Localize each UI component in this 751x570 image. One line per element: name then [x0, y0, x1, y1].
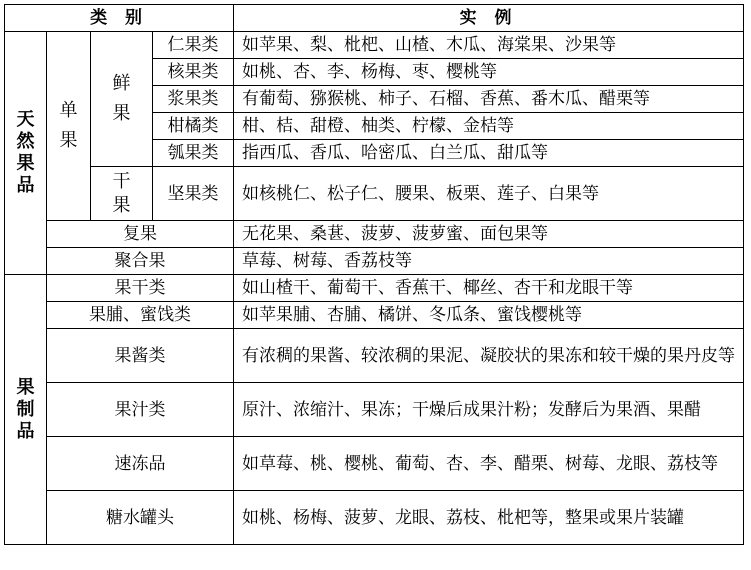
- table-row: [5, 248, 744, 275]
- category-name: 聚合果: [47, 248, 234, 275]
- table-row: [5, 302, 744, 329]
- category-name: 坚果类: [153, 167, 234, 221]
- fresh-fruit-group: [91, 32, 153, 167]
- single-fruit-group: [47, 32, 91, 221]
- table-row: [5, 329, 744, 383]
- table-header-row: [5, 5, 744, 32]
- category-name: 复果: [47, 221, 234, 248]
- natural-fruit-group-label: [5, 32, 47, 275]
- single-fruit-label: 单果: [59, 100, 78, 151]
- table-row: [5, 221, 744, 248]
- fruit-product-label: 果制品: [16, 376, 35, 442]
- category-name: 柑橘类: [153, 113, 234, 140]
- category-name: 糖水罐头: [47, 491, 234, 545]
- category-example: 原汁、浓缩汁、果冻；干燥后成果汁粉；发酵后为果酒、果醋: [234, 383, 744, 437]
- category-name: 果酱类: [47, 329, 234, 383]
- category-example: 如桃、杏、李、杨梅、枣、樱桃等: [234, 59, 744, 86]
- category-example: 如苹果脯、杏脯、橘饼、冬瓜条、蜜饯樱桃等: [234, 302, 744, 329]
- category-example: 如草莓、桃、樱桃、葡萄、杏、李、醋栗、树莓、龙眼、荔枝等: [234, 437, 744, 491]
- table-row: [5, 437, 744, 491]
- category-example: 柑、桔、甜橙、柚类、柠檬、金桔等: [234, 113, 744, 140]
- natural-fruit-label: 天然果品: [16, 109, 35, 196]
- category-name: 果干类: [47, 275, 234, 302]
- category-example: 有浓稠的果酱、较浓稠的果泥、凝胶状的果冻和较干燥的果丹皮等: [234, 329, 744, 383]
- category-name: 速冻品: [47, 437, 234, 491]
- category-example: 有葡萄、猕猴桃、柿子、石榴、香蕉、番木瓜、醋栗等: [234, 86, 744, 113]
- category-name: 果汁类: [47, 383, 234, 437]
- category-example: 如桃、杨梅、菠萝、龙眼、荔枝、枇杷等，整果或果片装罐: [234, 491, 744, 545]
- fruit-product-group-label: [5, 275, 47, 545]
- category-example: 如山楂干、葡萄干、香蕉干、椰丝、杏干和龙眼干等: [234, 275, 744, 302]
- header-category: 类 别: [5, 5, 234, 32]
- fresh-fruit-label: 鲜果: [112, 73, 131, 124]
- dry-fruit-group: [91, 167, 153, 221]
- header-example: 实 例: [234, 5, 744, 32]
- table-row: [5, 32, 744, 59]
- category-example: 如核桃仁、松子仁、腰果、板栗、莲子、白果等: [234, 167, 744, 221]
- category-name: 仁果类: [153, 32, 234, 59]
- table-row: [5, 167, 744, 221]
- category-name: 瓠果类: [153, 140, 234, 167]
- category-example: 指西瓜、香瓜、哈密瓜、白兰瓜、甜瓜等: [234, 140, 744, 167]
- category-example: 如苹果、梨、枇杷、山楂、木瓜、海棠果、沙果等: [234, 32, 744, 59]
- table-row: [5, 383, 744, 437]
- category-name: 果脯、蜜饯类: [47, 302, 234, 329]
- fruit-classification-table: [4, 4, 744, 545]
- dry-fruit-label: 干果: [112, 170, 131, 216]
- table-row: [5, 491, 744, 545]
- category-example: 无花果、桑葚、菠萝、菠萝蜜、面包果等: [234, 221, 744, 248]
- category-name: 浆果类: [153, 86, 234, 113]
- table-row: [5, 275, 744, 302]
- category-example: 草莓、树莓、香荔枝等: [234, 248, 744, 275]
- category-name: 核果类: [153, 59, 234, 86]
